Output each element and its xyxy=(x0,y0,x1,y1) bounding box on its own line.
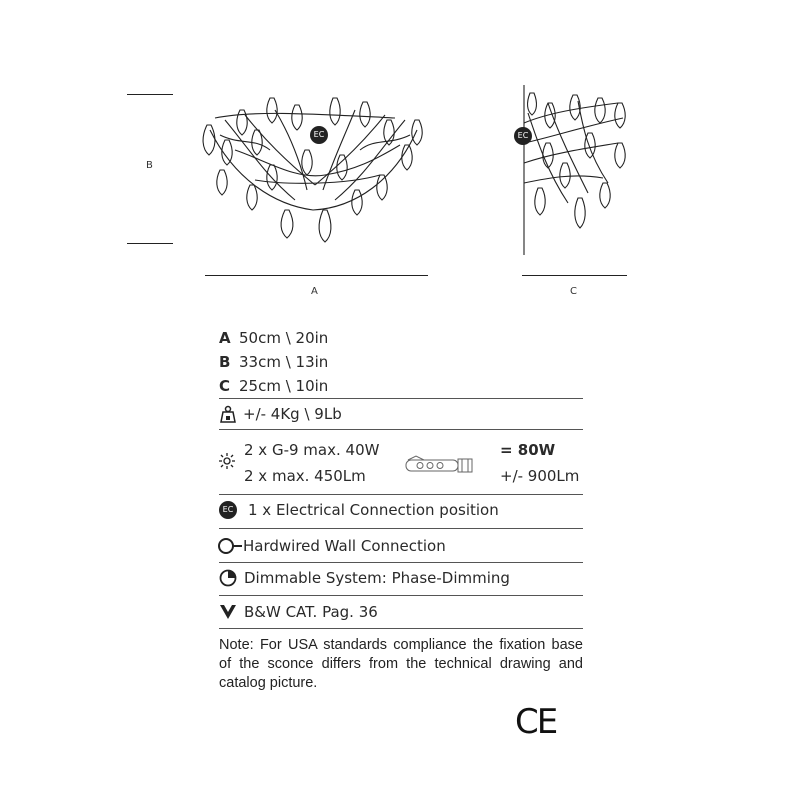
wall-connection-icon xyxy=(217,537,243,555)
dimension-letter: A xyxy=(219,329,231,347)
dimension-c-line xyxy=(522,275,627,276)
dimension-a-line xyxy=(205,275,428,276)
ec-badge-icon: EC xyxy=(219,501,237,519)
divider xyxy=(219,595,583,596)
usa-compliance-note: Note: For USA standards compliance the fixation base of the sconce differs from the technical drawing and catalog picture. xyxy=(219,637,583,691)
catalog-logo-icon xyxy=(219,603,237,621)
divider xyxy=(219,628,583,629)
side-view-ec-badge: EC xyxy=(514,127,532,145)
dimension-letter: B xyxy=(219,353,231,371)
weight-icon xyxy=(220,405,236,423)
lighting-total-lumen: +/- 900Lm xyxy=(500,467,580,485)
lighting-line-2: 2 x max. 450Lm xyxy=(244,467,366,485)
divider xyxy=(219,562,583,563)
front-view-ec-badge: EC xyxy=(310,126,328,144)
dimension-letter: C xyxy=(219,377,231,395)
weight-text: +/- 4Kg \ 9Lb xyxy=(243,405,342,423)
dimension-value: 50cm \ 20in xyxy=(239,329,329,347)
divider xyxy=(219,494,583,495)
dimension-b-label: B xyxy=(146,160,153,171)
ce-mark: CE xyxy=(515,702,557,742)
dimensions-list xyxy=(219,326,583,398)
g9-bulb-icon xyxy=(404,454,480,476)
lighting-line-1: 2 x G-9 max. 40W xyxy=(244,441,380,459)
dimension-a-label: A xyxy=(311,286,318,297)
dimension-value: 25cm \ 10in xyxy=(239,377,329,395)
divider xyxy=(219,398,583,399)
dimension-value: 33cm \ 13in xyxy=(239,353,329,371)
catalog-text: B&W CAT. Pag. 36 xyxy=(244,603,378,621)
side-view-drawing xyxy=(518,83,638,258)
dimmer-icon xyxy=(219,569,237,587)
dimension-b-top-line xyxy=(127,94,173,95)
divider xyxy=(219,528,583,529)
divider xyxy=(219,429,583,430)
light-bulb-icon xyxy=(219,453,235,469)
front-view-drawing xyxy=(195,90,435,260)
dimension-c-label: C xyxy=(570,286,577,297)
dimension-b-row xyxy=(219,350,583,374)
dimension-c-row xyxy=(219,374,583,398)
dimension-a-row xyxy=(219,326,583,350)
electrical-connection-text: 1 x Electrical Connection position xyxy=(248,501,499,519)
wall-connection-text: Hardwired Wall Connection xyxy=(243,537,446,555)
dimension-b-bottom-line xyxy=(127,243,173,244)
lighting-total-power: = 80W xyxy=(500,441,556,459)
dimming-text: Dimmable System: Phase-Dimming xyxy=(244,569,510,587)
